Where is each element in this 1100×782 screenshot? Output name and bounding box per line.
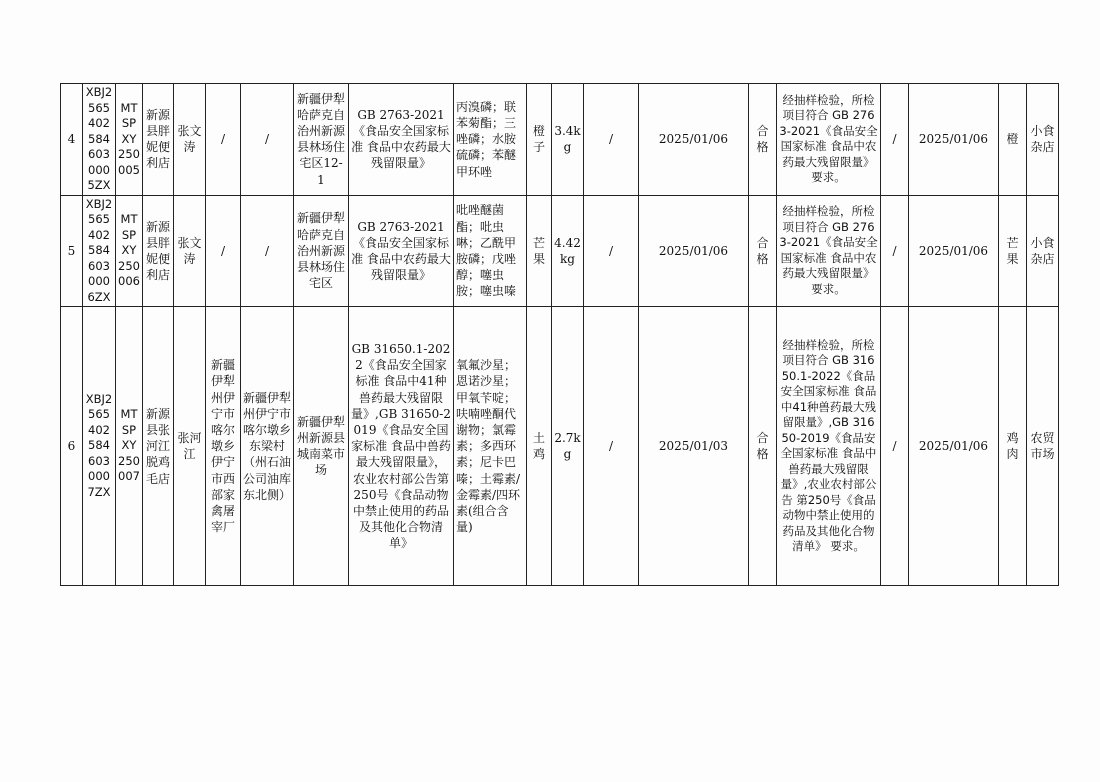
test-result: 合格: [749, 195, 777, 307]
test-items-text: 吡唑醚菌酯；吡虫啉；乙酰甲胺磷；戊唑醇；噻虫胺；噻虫嗪: [456, 203, 517, 299]
seller-name: 新源县胖妮便利店: [143, 195, 174, 307]
report-date: 2025/01/06: [909, 84, 999, 196]
sample-quantity: 2.7kg: [552, 307, 584, 586]
sampling-place: 农贸市场: [1027, 307, 1059, 586]
standard-text: GB 2763-2021《食品安全国家标准 食品中农药最大残留限量》: [349, 195, 454, 307]
food-category: 芒果: [999, 195, 1027, 307]
conclusion: [777, 195, 881, 307]
standard-text: GB 31650.1-2022《食品安全国家标准 食品中41种兽药最大残留限量》,GB 31650-2019《食品安全国家标准 食品中兽药最大残留限量》，农业农村部公告第250号《食品动物中禁止使用的药品及其他化合物清单》: [349, 307, 454, 586]
test-items: [454, 195, 527, 307]
sampling-date: 2025/01/03: [639, 307, 749, 586]
standard-text: GB 2763-2021《食品安全国家标准 食品中农药最大残留限量》: [349, 84, 454, 196]
producer-address: /: [241, 84, 294, 196]
sampling-place: 小食杂店: [1027, 195, 1059, 307]
food-category: 橙: [999, 84, 1027, 196]
contact-person: 张文涛: [174, 195, 206, 307]
inspection-results-table: [60, 83, 1059, 586]
sampling-date: 2025/01/06: [639, 195, 749, 307]
producer-address: 新疆伊犁州伊宁市喀尔墩乡东梁村（州石油公司油库东北侧）: [241, 307, 294, 586]
conclusion: 经抽样检验，所检项目符合 GB 31650.1-2022《食品安全国家标准 食品中41种兽药最大残留限量》,GB 31650-2019《食品安全国家标准 食品中兽药最大残留限量》,农业农村部公告 第250号《食品动物中禁止使用的药品及其他化合物清单》 要求。: [777, 307, 881, 586]
sample-number: XBJ2565402584603 0005ZX: [83, 84, 116, 196]
table-row: [61, 307, 1059, 586]
task-number: MTSPXY250007: [116, 307, 143, 586]
contact-person: 张河江: [174, 307, 206, 586]
conclusion: [777, 84, 881, 196]
specification: /: [584, 195, 639, 307]
remark: /: [881, 307, 909, 586]
sample-quantity: 4.42kg: [552, 195, 584, 307]
sample-number: XBJ2565402584603 0006ZX: [83, 195, 116, 307]
report-date: 2025/01/06: [909, 195, 999, 307]
report-date: 2025/01/06: [909, 307, 999, 586]
seller-address: 新疆伊犁州新源县城南菜市场: [294, 307, 349, 586]
producer-address: /: [241, 195, 294, 307]
sample-number: XBJ2565402584603 0007ZX: [83, 307, 116, 586]
remark: /: [881, 84, 909, 196]
sample-name: 土鸡: [527, 307, 552, 586]
sampling-date: 2025/01/06: [639, 84, 749, 196]
seller-address-text: 新疆伊犁哈萨克自治州新源县林场住宅区12-1: [296, 91, 345, 187]
test-items: 丙溴磷；联苯菊酯；三唑磷；水胺硫磷；苯醚甲环唑: [454, 84, 527, 196]
remark: /: [881, 195, 909, 307]
sample-name: 芒果: [527, 195, 552, 307]
row-number: 5: [61, 195, 83, 307]
sampling-place: 小食杂店: [1027, 84, 1059, 196]
specification: /: [584, 307, 639, 586]
table-row: [61, 195, 1059, 307]
sample-name: 橙子: [527, 84, 552, 196]
conclusion-text: 经抽样检验，所检项目符合 GB 2763-2021《食品安全国家标准 食品中农药最大残留限量》 要求。: [779, 92, 878, 185]
producer-name: /: [206, 84, 241, 196]
seller-name: 新源县张河江脱鸡毛店: [143, 307, 174, 586]
contact-person: 张文涛: [174, 84, 206, 196]
task-number: MTSPXY250006: [116, 195, 143, 307]
test-result: 合格: [749, 84, 777, 196]
test-items: 氧氟沙星；恩诺沙星；甲氧苄啶；呋喃唑酮代谢物；氯霉素；多西环素；尼卡巴嗪；土霉素/金霉素/四环素(组合含量): [454, 307, 527, 586]
task-number: MTSPXY250005: [116, 84, 143, 196]
sample-quantity: 3.4kg: [552, 84, 584, 196]
food-category: 鸡肉: [999, 307, 1027, 586]
conclusion-text: 经抽样检验，所检项目符合 GB 2763-2021《食品安全国家标准 食品中农药最大残留限量》 要求。: [779, 204, 878, 296]
row-number: 4: [61, 84, 83, 196]
seller-name: 新源县胖妮便利店: [143, 84, 174, 196]
table-row: [61, 84, 1059, 196]
specification: /: [584, 84, 639, 196]
seller-address: 新疆伊犁哈萨克自治州新源县林场住宅区: [294, 195, 349, 307]
row-number: 6: [61, 307, 83, 586]
seller-address: [294, 84, 349, 196]
test-result: 合格: [749, 307, 777, 586]
producer-name: 新疆伊犁州伊宁市喀尔墩乡伊宁市西部家禽屠宰厂: [206, 307, 241, 586]
producer-name: /: [206, 195, 241, 307]
